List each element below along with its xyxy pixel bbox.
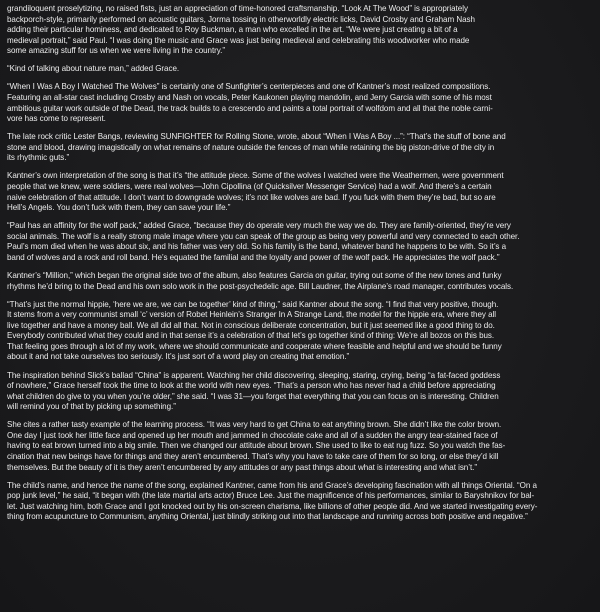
paragraph-china-inspiration: The inspiration behind Slick’s ballad “China” is apparent. Watching her child discovering, sleeping, staring, crying, being “a fat-faced goddess of nowhere,” Grace herself took the time to look at the world with new eyes. “That’s a person who has never had a child before appreciating what children do give to you when you’re older,” she said. “I was 31—you forget that everything that you can focus on is interesting. Children will remind you of that by picking up something.” — [7, 370, 501, 412]
paragraph-normal-hippie: “That’s just the normal hippie, ‘here we are, we can be together’ kind of thing,” said Kantner about the song. “I find that very positive, though. It stems from a very communist small ‘c’ version of Robet Heinlein’s Stranger In A Strange Land, the model for the hippie era, where they all live together and have a money ball. We all did all that. Not in conscious deliberate concentration, but it just seemed like a good thing to do. Everybody contributed what they could and in that sense it’s a celebration of that let’s go together kind of thing: We’re all bozos on this bus. That feeling goes through a lot of my work, where we should communicate and cooperate where feasible and helpful and we should be funny about it and not take ourselves too seriously. It’s just sort of a word play on creating that emotion.” — [7, 299, 502, 362]
paragraph-look-at-the-wood: grandiloquent proselytizing, no raised fists, just an appreciation of time-honored craftsmanship. “Look At The Wood” is appropriately backporch-style, primarily performed on acoustic guitars, Jorma tossing in otherworldly electric licks, David Crosby and Graham Nash adding their particular hominess, and dedicated to Roy Buckman, a man who excelled in the art. “We were just creating a bit of a medieval portrait,” said Paul. “I was doing the music and Grace was just being medieval and celebrating this woodworker who made some amazing stuff for us when we were living in the country.” — [7, 4, 475, 56]
paragraph-wolf-pack: “Paul has an affinity for the wolf pack,” added Grace, “because they do operate very much the way we do. They are family-oriented, they’re very social animals. The wolf is a really strong male image where you can speak of the group as being very powerful and very connected to each other. Paul’s mom died when he was about six, and his father was very old. So his family is the band, whatever band he happens to be with. So it’s a band of wolves and a rock and roll band. He’s equated the familial and the loyalty and power of the wolf pack. He appreciates the wolf pack.” — [7, 221, 520, 262]
paragraph-kantner-attitude: Kantner’s own interpretation of the song is that it’s “the attitude piece. Some of the wolves I watched were the Weathermen, were government people that we knew, were soldiers, were real wolves—John Cipollina (of Quicksilver Messenger Service) had a wolf. And there’s a certain naive celebration of that attitude. I don’t want to downgrade wolves; it’s not like wolves are bad. If you fuck with them they’re bad, but so are Hell’s Angels. You don’t fuck with them, they can save your life.” — [7, 171, 504, 213]
paragraph-lester-bangs: The late rock critic Lester Bangs, reviewing SUNFIGHTER for Rolling Stone, wrote, about “When I Was A Boy ...”: “That’s the stuff of bone and stone and blood, drawing imagistically on what remains of nature outside the fences of man while retaining the big piston-drive of the city in its rhythmic guts.” — [7, 132, 506, 163]
paragraph-wolves-centerpiece: “When I Was A Boy I Watched The Wolves” is certainly one of Sunfighter’s centerpieces and one of Kantner’s most realized compositions. Featuring an all-star cast including Crosby and Nash on vocals, Peter Kaukonen playing mandolin, and Jerry Garcia with some of his most ambitious guitar work outside of the Dead, the track builds to a crescendo and paints a total portrait of wolfdom and all that the noble carni- vore has come to represent. — [7, 82, 493, 124]
paragraph-learning-process: She cites a rather tasty example of the learning process. “It was very hard to get China to eat anything brown. She didn’t like the color brown. One day I just took her little face and opened up her mouth and jammed in chocolate cake and all of a sudden the angry tear-stained face of having to eat brown turned into a big smile. Then we changed our attitude about brown. She used to like to eat rug fuzz. So you watch the fas- cination that new beings have for things and they aren’t encumbered. That’s why you have to take care of them for so long, or else they’d kill themselves. But the beauty of it is they aren’t encumbered by any attitudes or any past things about what is interesting and what isn’t.” — [7, 420, 506, 472]
paragraph-grace-nature: “Kind of talking about nature man,” added Grace. — [7, 64, 180, 74]
paragraph-childs-name: The child’s name, and hence the name of the song, explained Kantner, came from his and Grace’s developing fascination with all things Oriental. “On a pop junk level,” he said, “it began with (the late martial arts actor) Bruce Lee. Just the magnificence of his performances, similar to Baryshnikov for bal- let. Just watching him, both Grace and I got knocked out by his on-screen charisma, like billions of other people did. And we started investigating every- thing from acupuncture to Communism, anything Oriental, just blindly striking out into that landscape and running across both positive and negative.” — [7, 480, 538, 522]
paragraph-million: Kantner’s “Million,” which began the original side two of the album, also features Garcia on guitar, trying out some of the new tones and funky rhythms he’d bring to the Dead and his own solo work in the post-psychedelic age. Bill Laudner, the Airplane’s road manager, contributes vocals. — [7, 271, 514, 291]
